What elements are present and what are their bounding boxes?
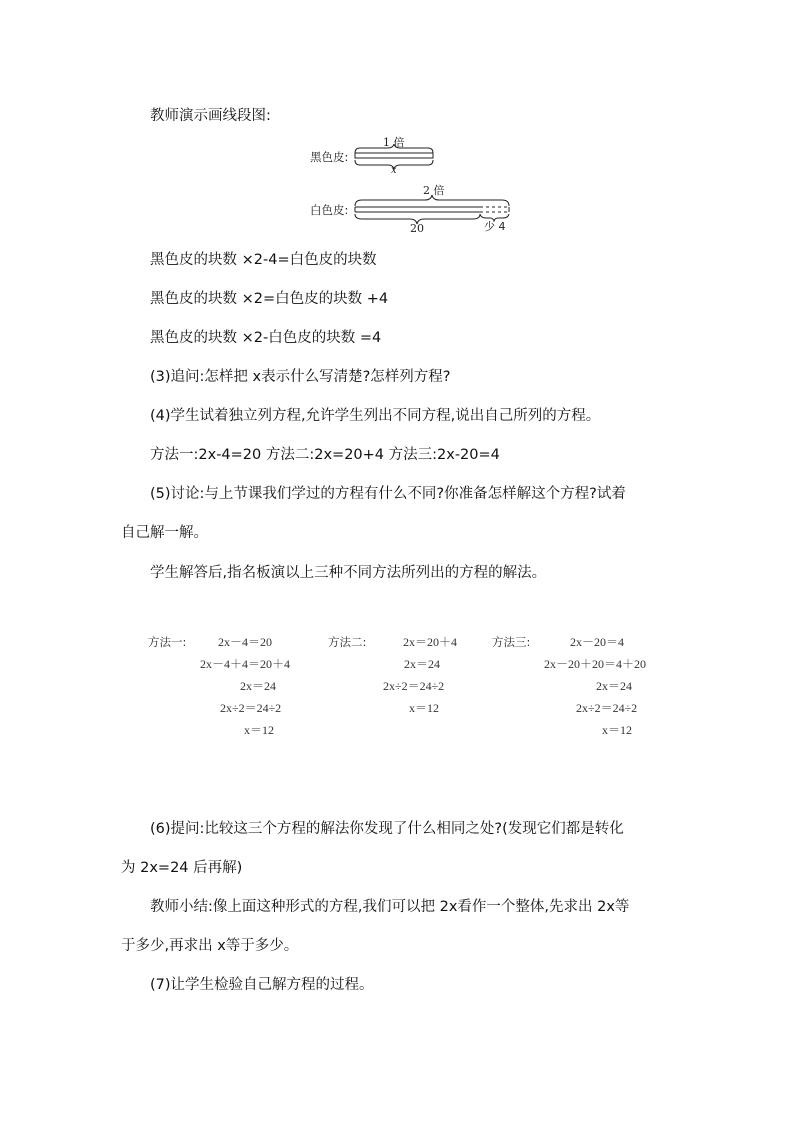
step-5-line-1: (5)讨论:与上节课我们学过的方程有什么不同?你准备怎样解这个方程?试着 (150, 486, 626, 502)
methods-line: 方法一:2x-4=20 方法二:2x=20+4 方法三:2x-20=4 (150, 447, 500, 463)
method-1-line: 2x＝24 (240, 679, 277, 693)
method-3-label: 方法三: (492, 635, 531, 649)
method-1-line: 2x－4＝20 (218, 635, 273, 649)
white-times-label: 2 倍 (423, 184, 445, 197)
step-6-line-2: 为 2x=24 后再解) (121, 860, 243, 876)
method-3-line: 2x＝24 (596, 679, 633, 693)
relation-2: 黑色皮的块数 ×2=白色皮的块数 +4 (150, 291, 389, 307)
method-1-label: 方法一: (148, 635, 187, 649)
summary-line-2: 于多少,再求出 x等于多少。 (121, 938, 299, 954)
method-2-line: 2x＝20＋4 (403, 635, 458, 649)
method-2-label: 方法二: (328, 635, 367, 649)
summary-line-1: 教师小结:像上面这种形式的方程,我们可以把 2x看作一个整体,先求出 2x等 (150, 899, 630, 915)
step-6-line-1: (6)提问:比较这三个方程的解法你发现了什么相同之处?(发现它们都是转化 (150, 821, 624, 837)
step-3: (3)追问:怎样把 x表示什么写清楚?怎样列方程? (150, 369, 451, 385)
method-2-line: 2x＝24 (404, 657, 441, 671)
method-2-line: 2x÷2＝24÷2 (383, 679, 445, 693)
white-less-label: 少 4 (484, 220, 506, 233)
black-var-label: x (391, 165, 397, 176)
method-3-line: x＝12 (602, 723, 633, 737)
black-times-label: 1 倍 (383, 136, 405, 149)
method-3-line: 2x－20＋20＝4＋20 (544, 657, 647, 671)
relation-3: 黑色皮的块数 ×2-白色皮的块数 =4 (150, 330, 382, 346)
method-3-line: 2x÷2＝24÷2 (576, 701, 638, 715)
step-5-line-2: 自己解一解。 (121, 525, 208, 541)
step-7: (7)让学生检验自己解方程的过程。 (150, 977, 374, 993)
method-1-line: 2x－4＋4＝20＋4 (200, 657, 291, 671)
line-segment-diagram (0, 0, 794, 260)
method-3-line: 2x－20＝4 (570, 635, 625, 649)
method-1-line: x＝12 (244, 723, 275, 737)
method-2-line: x＝12 (409, 701, 440, 715)
relation-1: 黑色皮的块数 ×2-4=白色皮的块数 (150, 252, 377, 268)
method-1-line: 2x÷2＝24÷2 (220, 701, 282, 715)
intro-text: 教师演示画线段图: (150, 108, 271, 124)
black-label: 黑色皮: (310, 150, 349, 164)
step-4: (4)学生试着独立列方程,允许学生列出不同方程,说出自己所列的方程。 (150, 408, 601, 424)
white-value-label: 20 (410, 222, 424, 235)
white-label: 白色皮: (310, 203, 349, 217)
board-text: 学生解答后,指名板演以上三种不同方法所列出的方程的解法。 (150, 565, 547, 581)
